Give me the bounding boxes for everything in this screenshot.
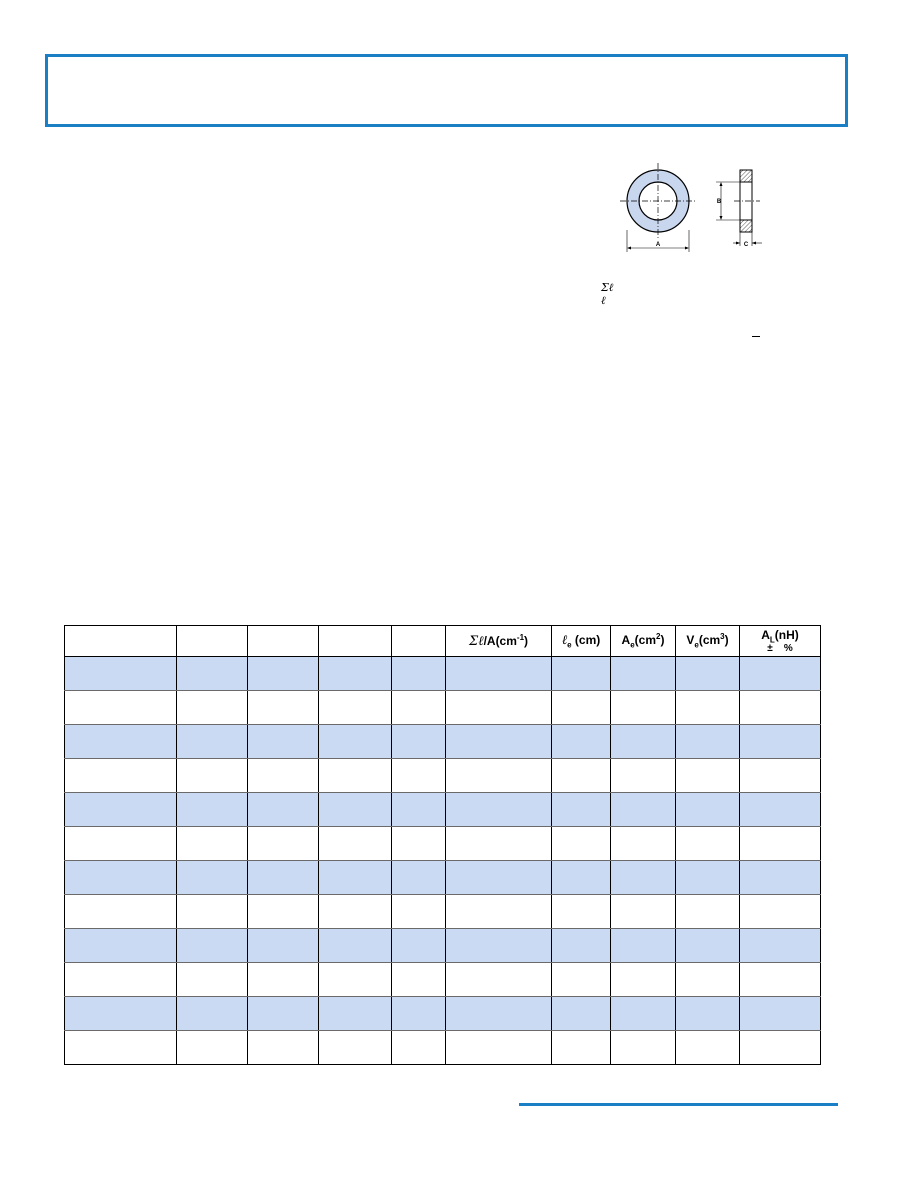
table-cell — [740, 691, 821, 725]
table-cell — [676, 895, 740, 929]
table-cell — [319, 691, 392, 725]
table-cell — [446, 657, 552, 691]
table-cell — [611, 827, 676, 861]
table-cell — [248, 929, 319, 963]
table-cell — [446, 895, 552, 929]
sum-ell-glyph: Σℓ — [468, 634, 484, 649]
table-cell — [248, 691, 319, 725]
table-cell — [392, 657, 446, 691]
table-cell — [177, 963, 248, 997]
table-cell — [676, 929, 740, 963]
ell-symbol: ℓ — [601, 294, 606, 307]
table-cell — [552, 759, 611, 793]
dim-a-label: A — [655, 242, 661, 248]
table-cell — [248, 657, 319, 691]
header-col-4 — [319, 626, 392, 657]
table-row — [65, 997, 821, 1031]
table-cell — [177, 793, 248, 827]
header-col-3 — [248, 626, 319, 657]
table-cell — [319, 861, 392, 895]
table-row — [65, 725, 821, 759]
table-cell — [392, 725, 446, 759]
table-cell — [552, 929, 611, 963]
table-cell — [446, 759, 552, 793]
table-cell — [319, 793, 392, 827]
table-cell — [65, 1031, 177, 1065]
table-cell — [248, 759, 319, 793]
table-cell — [552, 657, 611, 691]
table-cell — [65, 861, 177, 895]
table-cell — [611, 759, 676, 793]
table-row — [65, 827, 821, 861]
table-cell — [676, 793, 740, 827]
table-cell — [177, 929, 248, 963]
table-body — [65, 657, 821, 1065]
table-cell — [676, 657, 740, 691]
table-cell — [740, 895, 821, 929]
table-cell — [740, 793, 821, 827]
table-cell — [611, 657, 676, 691]
table-cell — [65, 929, 177, 963]
table-cell — [392, 963, 446, 997]
table-cell — [552, 895, 611, 929]
table-cell — [65, 895, 177, 929]
table-cell — [552, 793, 611, 827]
table-row — [65, 793, 821, 827]
table-cell — [392, 861, 446, 895]
core-front-view — [620, 163, 696, 252]
table-cell — [177, 759, 248, 793]
table-cell — [65, 725, 177, 759]
header-sum-ell-over-a: $\Sigma\ell/A(cm^{-1})$ — [446, 626, 552, 657]
table-cell — [676, 997, 740, 1031]
table-cell — [552, 997, 611, 1031]
table-cell — [611, 929, 676, 963]
header-box — [45, 54, 848, 127]
table-cell — [552, 1031, 611, 1065]
table-cell — [319, 1031, 392, 1065]
header-ae: $A_e(cm^2)$ — [611, 626, 676, 657]
table-cell — [552, 691, 611, 725]
table-cell — [740, 657, 821, 691]
table-cell — [65, 691, 177, 725]
table-cell — [740, 861, 821, 895]
table-cell — [552, 861, 611, 895]
table-cell — [319, 827, 392, 861]
header-col-1 — [65, 626, 177, 657]
table-cell — [65, 963, 177, 997]
table-cell — [392, 929, 446, 963]
table-cell — [392, 793, 446, 827]
table-cell — [446, 691, 552, 725]
table-cell — [177, 895, 248, 929]
table-cell — [248, 725, 319, 759]
table-cell — [740, 929, 821, 963]
table-row — [65, 895, 821, 929]
header-col-2 — [177, 626, 248, 657]
dim-b-label: B — [716, 199, 722, 205]
table-cell — [319, 657, 392, 691]
table-cell — [177, 997, 248, 1031]
table-cell — [248, 963, 319, 997]
table-cell — [392, 827, 446, 861]
table-cell — [65, 827, 177, 861]
table-cell — [65, 657, 177, 691]
table-cell — [319, 963, 392, 997]
table-cell — [740, 827, 821, 861]
table-cell — [446, 827, 552, 861]
table-cell — [248, 861, 319, 895]
table-cell — [676, 827, 740, 861]
table-cell — [446, 861, 552, 895]
toroid-core-diagram — [600, 160, 800, 260]
table-cell — [676, 963, 740, 997]
table-cell — [392, 895, 446, 929]
table-cell — [392, 759, 446, 793]
table-cell — [446, 997, 552, 1031]
tolerance-mark — [752, 336, 760, 337]
table-cell — [319, 725, 392, 759]
table-cell — [177, 725, 248, 759]
table-cell — [446, 725, 552, 759]
table-cell — [552, 827, 611, 861]
table-cell — [446, 963, 552, 997]
al-tolerance: ± % — [767, 643, 793, 655]
table-cell — [65, 793, 177, 827]
table-cell — [319, 759, 392, 793]
table-cell — [446, 793, 552, 827]
table-cell — [446, 929, 552, 963]
table-cell — [392, 997, 446, 1031]
table-cell — [611, 997, 676, 1031]
footer-rule — [519, 1103, 838, 1106]
table-row — [65, 963, 821, 997]
dim-c-label: C — [743, 242, 749, 248]
table-cell — [319, 929, 392, 963]
header-le: ℓ$_e$ (cm) — [552, 626, 611, 657]
header-al: $A_L(nH)$ ± % — [740, 626, 821, 657]
core-spec-table — [64, 625, 821, 1065]
table-cell — [65, 997, 177, 1031]
table-cell — [177, 657, 248, 691]
table-cell — [65, 759, 177, 793]
table-cell — [552, 963, 611, 997]
table-cell — [611, 895, 676, 929]
table-cell — [392, 691, 446, 725]
table-cell — [392, 1031, 446, 1065]
table-cell — [319, 895, 392, 929]
table-cell — [552, 725, 611, 759]
table-cell — [676, 725, 740, 759]
table-cell — [611, 691, 676, 725]
table-cell — [611, 963, 676, 997]
table-cell — [611, 793, 676, 827]
table-row — [65, 691, 821, 725]
table-cell — [177, 1031, 248, 1065]
table-cell — [177, 691, 248, 725]
table-cell — [611, 1031, 676, 1065]
table-cell — [611, 861, 676, 895]
table-cell — [676, 1031, 740, 1065]
table-row — [65, 861, 821, 895]
table-cell — [248, 827, 319, 861]
table-header-row — [65, 626, 821, 657]
table-cell — [446, 1031, 552, 1065]
table-cell — [676, 759, 740, 793]
table-cell — [740, 759, 821, 793]
table-cell — [740, 963, 821, 997]
table-cell — [248, 997, 319, 1031]
table-cell — [177, 827, 248, 861]
table-cell — [740, 997, 821, 1031]
table-cell — [177, 861, 248, 895]
table-cell — [611, 725, 676, 759]
header-col-5 — [392, 626, 446, 657]
table-row — [65, 657, 821, 691]
table-row — [65, 759, 821, 793]
table-cell — [676, 691, 740, 725]
table-cell — [319, 997, 392, 1031]
table-cell — [248, 1031, 319, 1065]
table-row — [65, 929, 821, 963]
table-cell — [740, 725, 821, 759]
header-ve: $V_e(cm^3)$ — [676, 626, 740, 657]
table-cell — [676, 861, 740, 895]
sum-ell-symbol: Σℓ — [601, 281, 614, 294]
table-row — [65, 1031, 821, 1065]
core-side-view — [716, 170, 762, 246]
table-cell — [740, 1031, 821, 1065]
table-cell — [248, 793, 319, 827]
table-cell — [248, 895, 319, 929]
